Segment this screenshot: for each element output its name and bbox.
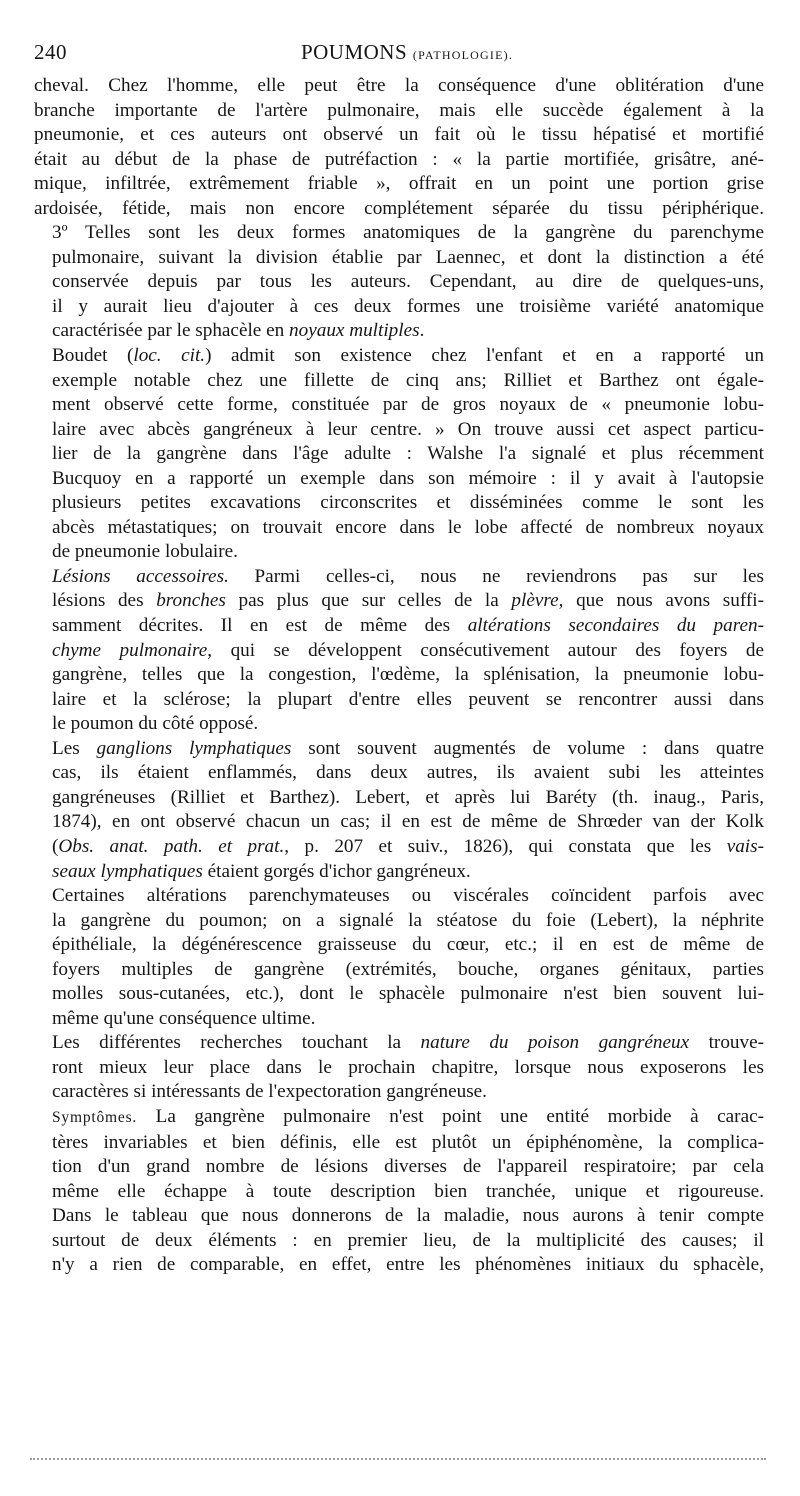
text-run: ) admit son existence chez l'enfant et en a rapporté un bbox=[205, 345, 764, 367]
text-line: molles sous-cutanées, etc.), dont le sphacèle pulmonaire n'est bien souvent lui- bbox=[52, 983, 764, 1005]
text-line: Dans le tableau que nous donnerons de la maladie, nous aurons à tenir compte bbox=[52, 1205, 764, 1227]
paragraph-2 bbox=[34, 221, 764, 344]
text-line: Bucquoy en a rapporté un exemple dans son mémoire : il y avait à l'autopsie bbox=[52, 467, 764, 489]
paragraph-5 bbox=[34, 737, 764, 884]
text-run: pas plus que sur celles de la bbox=[225, 590, 512, 612]
text-line: mique, infiltrée, extrêmement friable », offrait en un point une portion grise bbox=[34, 173, 764, 195]
paragraph-3 bbox=[34, 344, 764, 565]
text-line: même elle échappe à toute description bien tranchée, unique et rigoureuse. bbox=[52, 1180, 764, 1202]
text-line: tion d'un grand nombre de lésions diverses de l'appareil respiratoire; par cela bbox=[52, 1156, 764, 1178]
italic-term: chyme pulmonaire bbox=[52, 639, 208, 661]
text-line: ment observé cette forme, constituée par de gros noyaux de « pneumonie lobu- bbox=[52, 394, 764, 416]
paragraph-6 bbox=[34, 884, 764, 1031]
text-line: foyers multiples de gangrène (extrémités, bouche, organes génitaux, parties bbox=[52, 958, 764, 980]
section-heading: Lésions accessoires. bbox=[52, 565, 229, 587]
page-header bbox=[34, 40, 770, 70]
text-line bbox=[34, 565, 764, 590]
paragraph-4 bbox=[34, 565, 764, 737]
footer-divider bbox=[30, 1458, 766, 1460]
italic-term: vais- bbox=[726, 835, 764, 857]
text-line bbox=[34, 1105, 764, 1131]
page-body bbox=[34, 74, 764, 1278]
section-heading: Symptômes. bbox=[52, 1108, 138, 1126]
text-line bbox=[34, 835, 764, 860]
text-line: la gangrène du poumon; on a signalé la stéatose du foie (Lebert), la néphrite bbox=[52, 909, 764, 931]
text-run: caractérisée par le sphacèle en bbox=[52, 320, 290, 342]
text-run: La gangrène pulmonaire n'est point une entité morbide à carac- bbox=[137, 1105, 764, 1127]
text-line: n'y a rien de comparable, en effet, entre les phénomènes initiaux du sphacèle, bbox=[52, 1254, 764, 1276]
running-head-title: POUMONS bbox=[300, 40, 408, 64]
italic-citation: Obs. anat. path. et prat. bbox=[58, 835, 285, 857]
text-line: le poumon du côté opposé. bbox=[52, 713, 259, 735]
text-line bbox=[34, 344, 764, 369]
text-run: Les différentes recherches touchant la bbox=[52, 1032, 421, 1054]
italic-term: altérations secondaires du paren- bbox=[467, 615, 764, 637]
text-line: Certaines altérations parenchymateuses ou viscérales coïncident parfois avec bbox=[52, 885, 764, 907]
text-line bbox=[34, 319, 764, 344]
text-line: caractères si intéressants de l'expectoration gangréneuse. bbox=[52, 1081, 487, 1103]
text-line bbox=[34, 737, 764, 762]
paragraph-1 bbox=[34, 74, 764, 221]
text-line: même qu'une conséquence ultime. bbox=[52, 1007, 316, 1029]
italic-citation: loc. cit. bbox=[133, 345, 206, 367]
text-run: sont souvent augmentés de volume : dans quatre bbox=[291, 737, 764, 759]
text-line: branche importante de l'artère pulmonaire, mais elle succède également à la bbox=[34, 99, 764, 121]
text-line: laire et la sclérose; la plupart d'entre elles peuvent se rencontrer aussi dans bbox=[52, 688, 764, 710]
text-line bbox=[34, 589, 764, 614]
text-run: étaient gorgés d'ichor gangréneux. bbox=[202, 860, 471, 882]
italic-term: bronches bbox=[156, 590, 226, 612]
paragraph-7 bbox=[34, 1031, 764, 1105]
text-line: cheval. Chez l'homme, elle peut être la conséquence d'une oblitération d'une bbox=[34, 75, 764, 96]
running-head bbox=[34, 40, 770, 65]
text-line: pneumonie, et ces auteurs ont observé un fait où le tissu hépatisé et mortifié bbox=[34, 124, 764, 146]
text-run: Les bbox=[52, 737, 97, 759]
text-line bbox=[34, 860, 764, 885]
italic-term: ganglions lymphatiques bbox=[96, 737, 292, 759]
text-line: conservée depuis par tous les auteurs. Cependant, au dire de quelques-uns, bbox=[52, 271, 764, 293]
text-line: de pneumonie lobulaire. bbox=[52, 541, 238, 563]
text-line: surtout de deux éléments : en premier lieu, de la multiplicité des causes; il bbox=[52, 1229, 764, 1251]
text-line: il y aurait lieu d'ajouter à ces deux formes une troisième variété anatomique bbox=[52, 295, 764, 317]
text-run: . bbox=[419, 320, 425, 342]
text-run: samment décrites. Il en est de même des bbox=[52, 615, 468, 637]
italic-term: plèvre bbox=[511, 590, 559, 612]
text-line: lier de la gangrène dans l'âge adulte : Walshe l'a signalé et plus récemment bbox=[52, 443, 764, 465]
text-line bbox=[34, 614, 764, 639]
text-run: trouve- bbox=[689, 1032, 764, 1054]
italic-term: noyaux multiples bbox=[289, 320, 420, 342]
text-line: exemple notable chez une fillette de cinq ans; Rilliet et Barthez ont égale- bbox=[52, 369, 764, 391]
italic-term: seaux lymphatiques bbox=[52, 860, 203, 882]
text-run: , qui se développent consécutivement autour des foyers de bbox=[207, 639, 764, 661]
italic-term: nature du poison gangréneux bbox=[420, 1032, 690, 1054]
text-line: gangréneuses (Rilliet et Barthez). Lebert, et après lui Baréty (th. inaug., Paris, bbox=[52, 786, 764, 808]
text-line: ardoisée, fétide, mais non encore complétement séparée du tissu périphérique. bbox=[34, 197, 764, 219]
text-run: , que nous avons suffi- bbox=[558, 590, 764, 612]
text-line: était au début de la phase de putréfaction : « la partie mortifiée, grisâtre, ané- bbox=[34, 148, 764, 170]
text-line: 3º Telles sont les deux formes anatomiques de la gangrène du parenchyme bbox=[52, 222, 764, 244]
text-line bbox=[34, 639, 764, 664]
page-number: 240 bbox=[34, 40, 67, 64]
text-line: pulmonaire, suivant la division établie par Laennec, et dont la distinction a été bbox=[52, 246, 764, 268]
text-line: laire avec abcès gangréneux à leur centre. » On trouve aussi cet aspect particu- bbox=[52, 418, 764, 440]
paragraph-8 bbox=[34, 1105, 764, 1278]
text-line: cas, ils étaient enflammés, dans deux autres, ils avaient subi les atteintes bbox=[52, 762, 764, 784]
text-line bbox=[34, 1031, 764, 1056]
running-head-subtitle: (PATHOLOGIE). bbox=[412, 48, 514, 62]
text-line: gangrène, telles que la congestion, l'œdème, la splénisation, la pneumonie lobu- bbox=[52, 664, 764, 686]
text-run: lésions des bbox=[52, 590, 157, 612]
text-line: plusieurs petites excavations circonscrites et disséminées comme le sont les bbox=[52, 492, 764, 514]
text-run: Boudet ( bbox=[52, 345, 134, 367]
text-line: tères invariables et bien définis, elle est plutôt un épiphénomène, la complica- bbox=[52, 1131, 764, 1153]
text-run: Parmi celles-ci, nous ne reviendrons pas sur les bbox=[228, 565, 764, 587]
text-run: ( bbox=[52, 835, 59, 857]
text-run: , p. 207 et suiv., 1826), qui constata que les bbox=[284, 835, 727, 857]
text-line: ront mieux leur place dans le prochain chapitre, lorsque nous exposerons les bbox=[52, 1056, 764, 1078]
text-line: épithéliale, la dégénérescence graisseuse du cœur, etc.; il en est de même de bbox=[52, 934, 764, 956]
text-line: 1874), en ont observé chacun un cas; il en est de même de Shrœder van der Kolk bbox=[52, 811, 764, 833]
text-line: abcès métastatiques; on trouvait encore dans le lobe affecté de nombreux noyaux bbox=[52, 516, 764, 538]
